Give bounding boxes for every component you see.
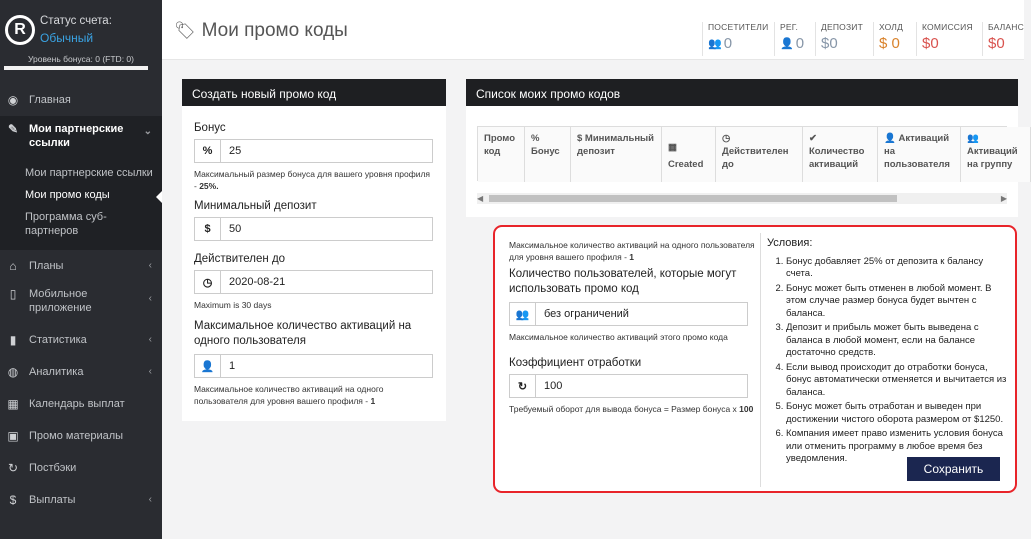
conditions <box>767 237 1009 468</box>
sidebar-item-postbacks[interactable] <box>0 452 162 484</box>
users-icon: 👥 <box>708 38 722 50</box>
hint-value: 100 <box>739 404 754 414</box>
calendar-icon: ▦ <box>7 397 19 411</box>
stat-value: $0 <box>922 35 939 52</box>
bonus-hint-value: 25%. <box>199 181 219 191</box>
clock-icon: ◷ <box>195 271 221 293</box>
logo-icon[interactable]: R <box>5 15 35 45</box>
min-deposit-label: Минимальный депозит <box>194 200 317 212</box>
sidebar-item-payouts[interactable] <box>0 484 162 516</box>
create-promo-panel <box>182 79 446 421</box>
users-icon: 👥 <box>967 133 979 144</box>
scroll-left-arrow-icon[interactable]: ◀ <box>477 194 484 203</box>
users-value[interactable]: без ограничений <box>544 308 629 320</box>
valid-until-hint: Maximum is 30 days <box>194 300 272 310</box>
promo-list-panel <box>466 79 1018 217</box>
wrench-icon: ✎ <box>7 122 19 136</box>
save-button[interactable]: Сохранить <box>907 457 1000 481</box>
sidebar-item-partner-links[interactable] <box>0 116 162 160</box>
dollar-icon: $ <box>9 493 17 507</box>
sidebar-item-label: Главная <box>29 94 71 106</box>
clock-icon: ◷ <box>722 133 731 144</box>
stat-registrations <box>774 22 804 56</box>
condition-item: 5. Бонус может быть отработан и выведен при достижении чистого оборота размером от $1250. <box>786 401 1009 426</box>
stat-label: КОМИССИЯ <box>922 22 973 32</box>
stat-number: 0 <box>795 35 805 52</box>
sidebar-item-label: Выплаты <box>29 494 76 506</box>
condition-item: 3. Депозит и прибыль может быть выведена с баланса в любой момент, если на балансе достаточно средств. <box>786 322 1009 360</box>
wager-hint <box>509 403 755 415</box>
sidebar-item-home[interactable] <box>0 84 162 116</box>
stat-label: РЕГ. <box>780 22 799 32</box>
col-activations-per-user[interactable] <box>878 127 961 182</box>
activations-label: Максимальное количество активаций на одного пользователя <box>194 320 412 347</box>
sidebar-subitem-partner-links[interactable]: Мои партнерские ссылки <box>25 167 153 179</box>
min-deposit-input[interactable] <box>194 217 433 241</box>
sidebar-item-label: Промо материалы <box>29 430 124 442</box>
condition-item: 4. Если вывод происходит до отработки бонуса, бонус автоматически отменяется и вычитается из баланса. <box>786 362 1009 400</box>
bonus-level-text: Уровень бонуса: 0 (FTD: 0) <box>28 54 134 64</box>
bonus-level-bar <box>4 66 148 70</box>
col-label: Активаций на группу <box>967 146 1018 170</box>
sidebar-item-statistics[interactable] <box>0 324 162 356</box>
col-bonus[interactable]: % Бонус <box>525 127 571 182</box>
users-label: Количество пользователей, которые могут использовать промо код <box>509 268 737 295</box>
sidebar-item-mobile[interactable] <box>0 282 162 324</box>
sidebar-subitem-sub-partners[interactable]: Программа суб-партнеров <box>25 211 107 237</box>
divider <box>760 233 761 487</box>
col-label: Created <box>668 159 704 170</box>
ticket-icon: 🏷 <box>174 21 196 40</box>
scroll-right-arrow-icon[interactable]: ▶ <box>1000 194 1007 203</box>
sidebar-item-label: Мобильное приложение <box>29 288 92 314</box>
users-icon: 👥 <box>510 303 536 325</box>
bonus-label: Бонус <box>194 122 226 134</box>
stat-number: 0 <box>723 35 733 52</box>
image-icon: ▣ <box>7 429 19 443</box>
chevron-left-icon: ‹ <box>148 293 152 304</box>
stat-visitors <box>702 22 768 56</box>
stat-balance <box>982 22 1024 56</box>
hint-text: Требуемый оборот для вывода бонуса = Размер бонуса x <box>509 404 740 414</box>
valid-until-label: Действителен до <box>194 253 286 265</box>
highlighted-section <box>493 225 1017 493</box>
globe-icon: ◍ <box>7 365 19 379</box>
col-valid-until[interactable] <box>716 127 803 182</box>
condition-item: 2. Бонус может быть отменен в любой момент. В этом случае размер бонуса будет вычтен с баланса. <box>786 283 1009 321</box>
activations-input[interactable] <box>194 354 433 378</box>
valid-until-input[interactable] <box>194 270 433 294</box>
min-deposit-value[interactable]: 50 <box>229 223 242 235</box>
stat-value: $0 <box>988 35 1005 52</box>
col-label: Активаций на пользователя <box>884 133 950 170</box>
col-activations[interactable] <box>803 127 878 182</box>
sidebar <box>0 0 162 539</box>
col-min-deposit[interactable]: $ Минимальный депозит <box>571 127 662 182</box>
wager-label: Коэффициент отработки <box>509 357 642 369</box>
stat-value <box>780 35 804 52</box>
stat-deposit <box>815 22 863 56</box>
stat-label: ДЕПОЗИТ <box>821 22 863 32</box>
stat-label: БАЛАНС <box>988 22 1024 32</box>
panel-title: Создать новый промо код <box>182 79 446 106</box>
top-header <box>162 0 1024 60</box>
sidebar-item-label: Аналитика <box>29 366 84 378</box>
sidebar-nav <box>0 84 162 516</box>
user-icon: 👤 <box>780 38 794 50</box>
col-promo-code[interactable]: Промо код <box>478 127 525 182</box>
bar-chart-icon: ▮ <box>9 333 17 347</box>
user-icon: 👤 <box>884 133 896 144</box>
bonus-input[interactable] <box>194 139 433 163</box>
col-created[interactable] <box>662 127 716 182</box>
conditions-list <box>767 256 1009 466</box>
chevron-left-icon: ‹ <box>148 366 152 377</box>
conditions-title: Условия: <box>767 237 813 249</box>
mobile-icon: ▯ <box>9 287 17 301</box>
account-status-label: Статус счета: <box>40 15 112 27</box>
sidebar-item-label: Постбэки <box>29 462 77 474</box>
user-icon: 👤 <box>195 355 221 377</box>
sidebar-item-label: Календарь выплат <box>29 398 125 410</box>
users-input[interactable] <box>509 302 748 326</box>
stat-hold <box>873 22 903 56</box>
calendar-icon: ▦ <box>668 142 677 153</box>
check-icon: ✔ <box>809 133 817 144</box>
sidebar-item-analytics[interactable] <box>0 356 162 388</box>
sidebar-item-label: Статистика <box>29 334 87 346</box>
sidebar-item-promo-materials[interactable] <box>0 420 162 452</box>
page-title-text: Мои промо коды <box>201 20 348 41</box>
chevron-down-icon: ⌄ <box>143 126 152 137</box>
palette-icon: ◉ <box>7 93 19 107</box>
panel-title: Список моих промо кодов <box>466 79 1018 106</box>
scrollbar-thumb[interactable] <box>489 195 897 202</box>
chevron-left-icon: ‹ <box>148 334 152 345</box>
valid-until-value[interactable]: 2020-08-21 <box>229 276 286 288</box>
horizontal-scrollbar[interactable] <box>477 193 1007 204</box>
percent-icon: % <box>195 140 221 162</box>
activations-hint-value: 1 <box>370 396 376 406</box>
chevron-left-icon: ‹ <box>148 260 152 271</box>
home-icon: ⌂ <box>9 259 17 273</box>
stat-label: ПОСЕТИТЕЛИ <box>708 22 769 32</box>
sidebar-item-payout-calendar[interactable] <box>0 388 162 420</box>
activations-hint <box>194 383 434 407</box>
stat-commission <box>916 22 973 56</box>
hint-value: 1 <box>629 252 635 262</box>
dollar-icon: $ <box>195 218 221 240</box>
sidebar-item-label: Планы <box>29 260 64 272</box>
page-title <box>174 20 348 42</box>
stat-value: $0 <box>821 35 838 52</box>
condition-item: 6. Компания имеет право изменить условия бонуса или отменить программу в любое время без уведомления. <box>786 428 1009 466</box>
bonus-hint-text: Максимальный размер бонуса для вашего уровня профиля - <box>194 169 431 191</box>
condition-item: 1. Бонус добавляет 25% от депозита к балансу счета. <box>786 256 1009 281</box>
sidebar-item-label: Мои партнерские ссылки <box>29 123 124 149</box>
bonus-hint <box>194 168 434 192</box>
users-hint: Максимальное количество активаций этого промо кода <box>509 332 728 342</box>
sidebar-submenu <box>0 160 162 250</box>
activations-value[interactable]: 1 <box>229 360 236 372</box>
wager-input[interactable] <box>509 374 748 398</box>
refresh-icon: ↻ <box>510 375 536 397</box>
activations-hint-text: Максимальное количество активаций на одного пользователя для уровня вашего профиля - <box>194 384 384 406</box>
bonus-value[interactable]: 25 <box>229 145 242 157</box>
promo-table <box>477 126 1018 181</box>
sidebar-item-plans[interactable] <box>0 250 162 282</box>
activations-hint-repeat <box>509 239 755 263</box>
stat-label: ХОЛД <box>879 22 904 32</box>
col-activations-per-group[interactable] <box>961 127 1031 182</box>
col-label: Количество активаций <box>809 146 865 170</box>
col-label: Действителен до <box>722 146 789 170</box>
stat-value: $ 0 <box>879 35 900 52</box>
chevron-left-icon: ‹ <box>148 494 152 505</box>
sidebar-subitem-promo-codes[interactable]: Мои промо коды <box>0 184 162 206</box>
refresh-icon: ↻ <box>7 461 19 475</box>
wager-value[interactable]: 100 <box>544 380 563 392</box>
stat-value <box>708 35 768 52</box>
account-status-value[interactable]: Обычный <box>40 31 94 45</box>
hint-text: Максимальное количество активаций на одного пользователя для уровня вашего профиля - <box>509 240 755 262</box>
